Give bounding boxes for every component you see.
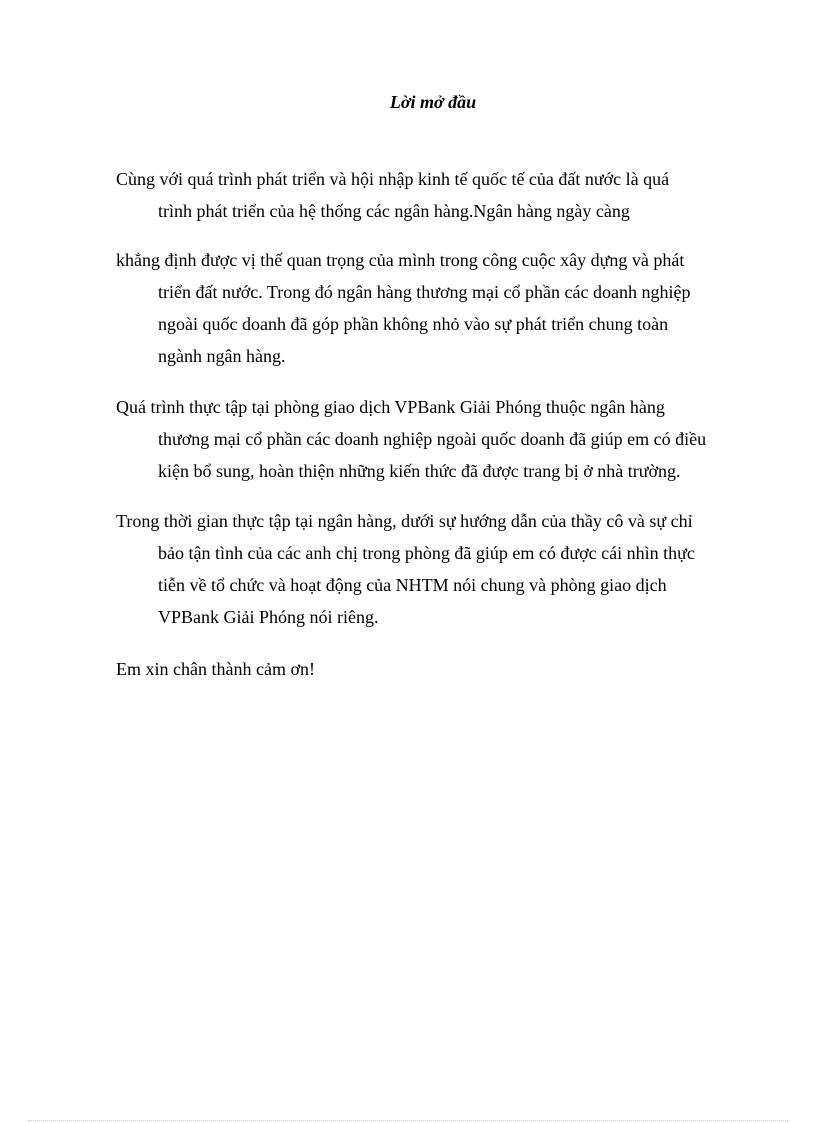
paragraph-2 [116,244,756,372]
paragraph-line: tiễn về tổ chức và hoạt động của NHTM nói chung và phòng giao dịch [158,575,667,595]
paragraph-line: triển đất nước. Trong đó ngân hàng thương mại cổ phần các doanh nghiệp [158,282,691,302]
paragraph-line: Trong thời gian thực tập tại ngân hàng, dưới sự hướng dẫn của thầy cô và sự chỉ [116,511,693,531]
paragraph-1 [116,163,756,227]
paragraph-line: khẳng định được vị thế quan trọng của mình trong công cuộc xây dựng và phát [116,250,685,270]
closing-line: Em xin chân thành cảm ơn! [116,659,315,679]
paragraph-line: trình phát triển của hệ thống các ngân hàng.Ngân hàng ngày càng [158,201,630,221]
paragraph-line: ngành ngân hàng. [158,346,286,366]
paragraph-line: Quá trình thực tập tại phòng giao dịch VPBank Giải Phóng thuộc ngân hàng [116,397,665,417]
paragraph-line: bảo tận tình của các anh chị trong phòng đã giúp em có được cái nhìn thực [158,543,695,563]
paragraph-5 [116,653,756,685]
document-title: Lời mở đầu [389,92,477,112]
paragraph-line: ngoài quốc doanh đã góp phần không nhỏ vào sự phát triển chung toàn [158,314,669,334]
paragraph-line: kiện bổ sung, hoàn thiện những kiến thức đã được trang bị ở nhà trường. [158,461,681,481]
paragraph-4 [116,505,756,633]
page-bottom-divider [28,1120,788,1121]
paragraph-3 [116,391,756,487]
paragraph-line: Cùng với quá trình phát triển và hội nhập kinh tế quốc tế của đất nước là quá [116,169,670,189]
paragraph-line: thương mại cổ phần các doanh nghiệp ngoài quốc doanh đã giúp em có điều [158,429,707,449]
paragraph-line: VPBank Giải Phóng nói riêng. [158,607,379,627]
